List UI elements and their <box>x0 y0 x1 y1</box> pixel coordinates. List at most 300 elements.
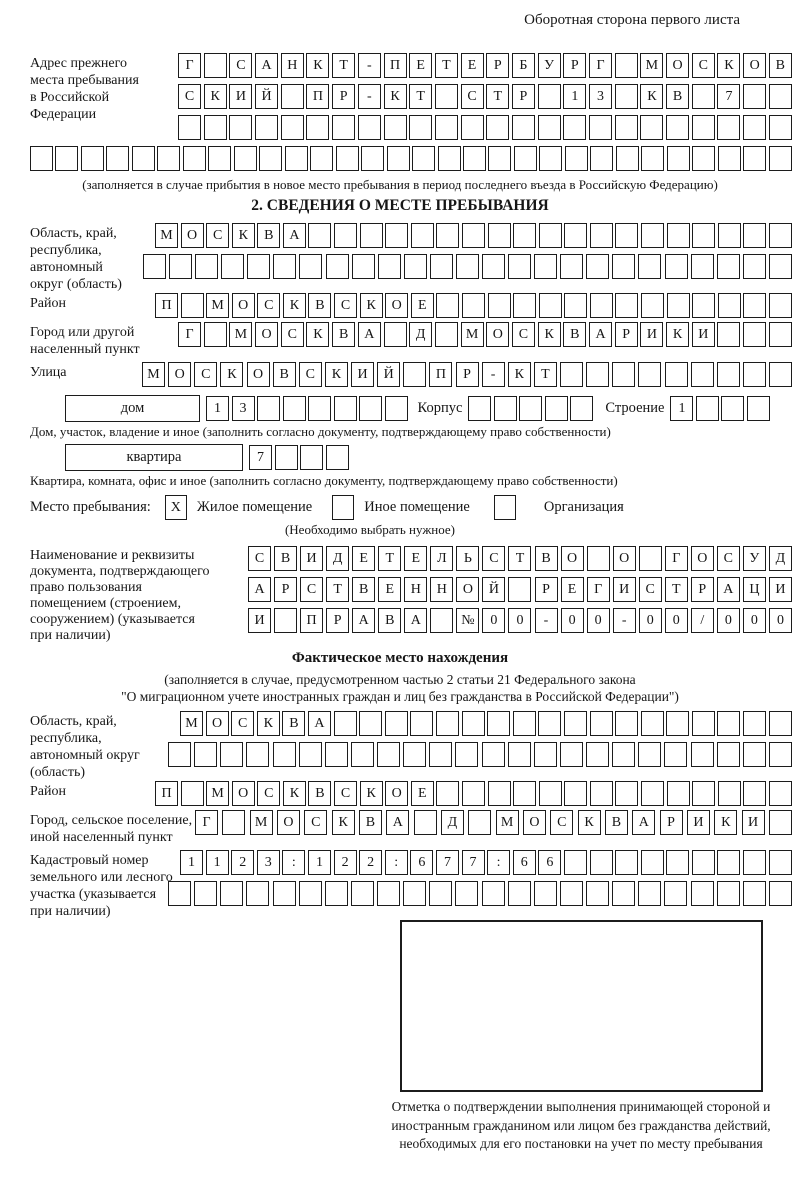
char-box[interactable] <box>666 711 689 736</box>
char-box[interactable] <box>30 146 53 171</box>
char-box[interactable] <box>283 396 306 421</box>
char-box[interactable] <box>589 115 612 140</box>
char-box[interactable]: К <box>384 84 407 109</box>
char-box[interactable] <box>641 850 664 875</box>
char-box[interactable]: Т <box>326 577 349 602</box>
char-box[interactable] <box>308 223 331 248</box>
char-box[interactable]: 0 <box>561 608 584 633</box>
char-box[interactable]: О <box>561 546 584 571</box>
char-box[interactable] <box>55 146 78 171</box>
char-box[interactable] <box>257 396 280 421</box>
char-box[interactable]: А <box>589 322 612 347</box>
char-box[interactable] <box>275 445 298 470</box>
street-row[interactable] <box>142 362 792 387</box>
char-box[interactable] <box>409 115 432 140</box>
char-box[interactable] <box>641 293 664 318</box>
char-box[interactable]: А <box>386 810 409 835</box>
char-box[interactable] <box>640 115 663 140</box>
char-box[interactable]: Р <box>274 577 297 602</box>
char-box[interactable] <box>220 742 243 767</box>
fact-region-row-1[interactable] <box>180 711 792 736</box>
char-box[interactable] <box>468 810 491 835</box>
region-row-2[interactable] <box>143 254 792 279</box>
char-box[interactable] <box>615 781 638 806</box>
house-number-grid[interactable] <box>206 396 408 421</box>
char-box[interactable]: Т <box>534 362 557 387</box>
char-box[interactable]: 2 <box>231 850 254 875</box>
char-box[interactable]: С <box>512 322 535 347</box>
char-box[interactable]: Р <box>563 53 586 78</box>
char-box[interactable] <box>332 115 355 140</box>
char-box[interactable] <box>436 711 459 736</box>
char-box[interactable] <box>310 146 333 171</box>
char-box[interactable]: В <box>282 711 305 736</box>
char-box[interactable] <box>612 254 635 279</box>
char-box[interactable] <box>718 293 741 318</box>
char-box[interactable] <box>717 742 740 767</box>
char-box[interactable] <box>508 742 531 767</box>
char-box[interactable] <box>570 396 593 421</box>
char-box[interactable] <box>132 146 155 171</box>
char-box[interactable] <box>410 711 433 736</box>
char-box[interactable] <box>590 711 613 736</box>
char-box[interactable]: Н <box>430 577 453 602</box>
char-box[interactable]: С <box>206 223 229 248</box>
char-box[interactable] <box>204 322 227 347</box>
char-box[interactable] <box>692 711 715 736</box>
char-box[interactable] <box>181 293 204 318</box>
char-box[interactable]: Н <box>404 577 427 602</box>
char-box[interactable]: 6 <box>410 850 433 875</box>
char-box[interactable] <box>641 223 664 248</box>
char-box[interactable]: 7 <box>462 850 485 875</box>
char-box[interactable]: Р <box>691 577 714 602</box>
char-box[interactable] <box>414 810 437 835</box>
char-box[interactable]: К <box>508 362 531 387</box>
char-box[interactable] <box>743 115 766 140</box>
char-box[interactable] <box>665 362 688 387</box>
char-box[interactable] <box>641 781 664 806</box>
char-box[interactable]: К <box>538 322 561 347</box>
char-box[interactable] <box>281 84 304 109</box>
char-box[interactable]: В <box>257 223 280 248</box>
char-box[interactable] <box>195 254 218 279</box>
char-box[interactable]: С <box>229 53 252 78</box>
char-box[interactable]: К <box>306 53 329 78</box>
char-box[interactable]: : <box>282 850 305 875</box>
char-box[interactable]: М <box>206 781 229 806</box>
char-box[interactable]: О <box>277 810 300 835</box>
char-box[interactable] <box>436 293 459 318</box>
char-box[interactable] <box>488 223 511 248</box>
char-box[interactable] <box>482 254 505 279</box>
char-box[interactable] <box>513 293 536 318</box>
char-box[interactable]: В <box>769 53 792 78</box>
char-box[interactable]: - <box>482 362 505 387</box>
char-box[interactable] <box>429 742 452 767</box>
char-box[interactable]: Й <box>377 362 400 387</box>
char-box[interactable]: П <box>155 293 178 318</box>
char-box[interactable]: М <box>496 810 519 835</box>
char-box[interactable]: К <box>360 293 383 318</box>
char-box[interactable]: Е <box>378 577 401 602</box>
char-box[interactable]: В <box>666 84 689 109</box>
char-box[interactable] <box>638 362 661 387</box>
char-box[interactable] <box>743 711 766 736</box>
char-box[interactable]: М <box>640 53 663 78</box>
char-box[interactable] <box>590 146 613 171</box>
char-box[interactable] <box>565 146 588 171</box>
char-box[interactable]: Р <box>332 84 355 109</box>
flat-widebox[interactable]: квартира <box>65 444 243 471</box>
char-box[interactable] <box>404 254 427 279</box>
char-box[interactable] <box>513 781 536 806</box>
char-box[interactable] <box>361 146 384 171</box>
char-box[interactable] <box>639 546 662 571</box>
char-box[interactable] <box>403 742 426 767</box>
char-box[interactable]: Е <box>561 577 584 602</box>
char-box[interactable] <box>385 711 408 736</box>
char-box[interactable] <box>384 322 407 347</box>
char-box[interactable] <box>435 115 458 140</box>
char-box[interactable] <box>664 742 687 767</box>
char-box[interactable]: Р <box>486 53 509 78</box>
char-box[interactable] <box>743 362 766 387</box>
char-box[interactable]: К <box>714 810 737 835</box>
char-box[interactable] <box>560 362 583 387</box>
char-box[interactable]: Т <box>665 577 688 602</box>
char-box[interactable]: И <box>769 577 792 602</box>
char-box[interactable]: В <box>332 322 355 347</box>
char-box[interactable] <box>325 742 348 767</box>
char-box[interactable] <box>590 223 613 248</box>
char-box[interactable]: М <box>206 293 229 318</box>
char-box[interactable] <box>378 254 401 279</box>
char-box[interactable] <box>412 146 435 171</box>
char-box[interactable]: С <box>692 53 715 78</box>
organization-checkbox[interactable] <box>494 495 516 520</box>
char-box[interactable] <box>281 115 304 140</box>
char-box[interactable]: А <box>358 322 381 347</box>
char-box[interactable] <box>769 254 792 279</box>
char-box[interactable] <box>300 445 323 470</box>
char-box[interactable] <box>462 781 485 806</box>
char-box[interactable] <box>717 322 740 347</box>
char-box[interactable]: С <box>299 362 322 387</box>
char-box[interactable]: И <box>742 810 765 835</box>
char-box[interactable]: О <box>181 223 204 248</box>
char-box[interactable]: О <box>232 781 255 806</box>
char-box[interactable] <box>538 84 561 109</box>
char-box[interactable]: 1 <box>308 850 331 875</box>
char-box[interactable]: О <box>486 322 509 347</box>
char-box[interactable]: - <box>358 53 381 78</box>
char-box[interactable]: В <box>274 546 297 571</box>
char-box[interactable] <box>384 115 407 140</box>
char-box[interactable]: Т <box>486 84 509 109</box>
char-box[interactable] <box>494 396 517 421</box>
char-box[interactable] <box>234 146 257 171</box>
char-box[interactable]: К <box>220 362 243 387</box>
char-box[interactable] <box>545 396 568 421</box>
char-box[interactable]: М <box>180 711 203 736</box>
char-box[interactable]: П <box>429 362 452 387</box>
char-box[interactable]: К <box>640 84 663 109</box>
char-box[interactable]: 3 <box>257 850 280 875</box>
char-box[interactable] <box>769 84 792 109</box>
char-box[interactable] <box>667 146 690 171</box>
char-box[interactable]: И <box>351 362 374 387</box>
char-box[interactable]: - <box>358 84 381 109</box>
char-box[interactable] <box>462 711 485 736</box>
char-box[interactable]: № <box>456 608 479 633</box>
char-box[interactable] <box>743 781 766 806</box>
char-box[interactable] <box>586 362 609 387</box>
char-box[interactable]: А <box>404 608 427 633</box>
prev-address-row-2[interactable] <box>178 84 792 109</box>
char-box[interactable]: М <box>250 810 273 835</box>
char-box[interactable]: Г <box>589 53 612 78</box>
char-box[interactable] <box>667 223 690 248</box>
char-box[interactable]: А <box>248 577 271 602</box>
char-box[interactable] <box>204 115 227 140</box>
char-box[interactable] <box>718 146 741 171</box>
char-box[interactable]: Д <box>326 546 349 571</box>
char-box[interactable]: 0 <box>743 608 766 633</box>
char-box[interactable] <box>455 742 478 767</box>
char-box[interactable] <box>455 881 478 906</box>
char-box[interactable] <box>183 146 206 171</box>
char-box[interactable]: С <box>178 84 201 109</box>
char-box[interactable]: Р <box>456 362 479 387</box>
char-box[interactable]: 7 <box>436 850 459 875</box>
char-box[interactable]: О <box>691 546 714 571</box>
char-box[interactable] <box>229 115 252 140</box>
char-box[interactable]: Б <box>512 53 535 78</box>
char-box[interactable]: П <box>384 53 407 78</box>
other-premises-checkbox[interactable] <box>332 495 354 520</box>
char-box[interactable]: В <box>605 810 628 835</box>
char-box[interactable]: 0 <box>482 608 505 633</box>
char-box[interactable] <box>691 362 714 387</box>
char-box[interactable]: В <box>359 810 382 835</box>
char-box[interactable]: Р <box>535 577 558 602</box>
house-widebox[interactable]: дом <box>65 395 200 422</box>
char-box[interactable]: И <box>687 810 710 835</box>
char-box[interactable]: Л <box>430 546 453 571</box>
char-box[interactable] <box>743 84 766 109</box>
char-box[interactable] <box>462 223 485 248</box>
char-box[interactable] <box>488 781 511 806</box>
char-box[interactable]: Д <box>769 546 792 571</box>
char-box[interactable] <box>564 850 587 875</box>
char-box[interactable] <box>615 223 638 248</box>
char-box[interactable]: К <box>204 84 227 109</box>
char-box[interactable] <box>169 254 192 279</box>
char-box[interactable] <box>334 711 357 736</box>
char-box[interactable]: Р <box>615 322 638 347</box>
char-box[interactable] <box>667 781 690 806</box>
char-box[interactable]: К <box>283 781 306 806</box>
korpus-grid[interactable] <box>468 396 593 421</box>
char-box[interactable]: О <box>255 322 278 347</box>
char-box[interactable]: В <box>535 546 558 571</box>
fact-district-row[interactable] <box>155 781 792 806</box>
char-box[interactable] <box>482 881 505 906</box>
fact-region-row-2[interactable] <box>168 742 792 767</box>
char-box[interactable]: В <box>563 322 586 347</box>
char-box[interactable] <box>590 781 613 806</box>
char-box[interactable] <box>359 711 382 736</box>
char-box[interactable] <box>743 850 766 875</box>
char-box[interactable] <box>612 362 635 387</box>
char-box[interactable]: У <box>743 546 766 571</box>
char-box[interactable]: 7 <box>717 84 740 109</box>
char-box[interactable] <box>564 293 587 318</box>
char-box[interactable] <box>743 254 766 279</box>
char-box[interactable] <box>411 223 434 248</box>
char-box[interactable]: Г <box>587 577 610 602</box>
char-box[interactable] <box>691 881 714 906</box>
char-box[interactable] <box>377 742 400 767</box>
char-box[interactable] <box>403 881 426 906</box>
char-box[interactable] <box>769 742 792 767</box>
char-box[interactable]: 1 <box>180 850 203 875</box>
char-box[interactable] <box>615 115 638 140</box>
char-box[interactable]: 0 <box>508 608 531 633</box>
char-box[interactable]: - <box>613 608 636 633</box>
char-box[interactable]: С <box>550 810 573 835</box>
char-box[interactable] <box>512 115 535 140</box>
char-box[interactable]: Г <box>665 546 688 571</box>
char-box[interactable]: К <box>578 810 601 835</box>
char-box[interactable]: / <box>691 608 714 633</box>
char-box[interactable] <box>638 881 661 906</box>
char-box[interactable]: Г <box>178 53 201 78</box>
char-box[interactable] <box>743 223 766 248</box>
char-box[interactable]: Т <box>378 546 401 571</box>
char-box[interactable] <box>717 881 740 906</box>
char-box[interactable] <box>463 146 486 171</box>
char-box[interactable]: О <box>456 577 479 602</box>
char-box[interactable] <box>255 115 278 140</box>
char-box[interactable]: : <box>385 850 408 875</box>
char-box[interactable] <box>513 711 536 736</box>
char-box[interactable] <box>560 742 583 767</box>
char-box[interactable]: О <box>247 362 270 387</box>
char-box[interactable] <box>181 781 204 806</box>
char-box[interactable] <box>641 146 664 171</box>
char-box[interactable] <box>168 742 191 767</box>
char-box[interactable] <box>274 608 297 633</box>
char-box[interactable] <box>769 146 792 171</box>
char-box[interactable] <box>482 742 505 767</box>
char-box[interactable] <box>743 293 766 318</box>
char-box[interactable] <box>436 223 459 248</box>
char-box[interactable]: С <box>482 546 505 571</box>
char-box[interactable]: И <box>229 84 252 109</box>
char-box[interactable] <box>691 742 714 767</box>
char-box[interactable]: Е <box>461 53 484 78</box>
char-box[interactable]: 1 <box>206 396 229 421</box>
char-box[interactable]: Т <box>409 84 432 109</box>
char-box[interactable] <box>487 711 510 736</box>
char-box[interactable] <box>692 146 715 171</box>
char-box[interactable]: Н <box>281 53 304 78</box>
char-box[interactable] <box>666 115 689 140</box>
char-box[interactable] <box>221 254 244 279</box>
char-box[interactable]: С <box>717 546 740 571</box>
char-box[interactable] <box>664 881 687 906</box>
char-box[interactable] <box>612 881 635 906</box>
char-box[interactable]: Т <box>435 53 458 78</box>
char-box[interactable]: 2 <box>334 850 357 875</box>
char-box[interactable] <box>299 742 322 767</box>
char-box[interactable]: 3 <box>232 396 255 421</box>
char-box[interactable] <box>769 322 792 347</box>
char-box[interactable] <box>513 223 536 248</box>
char-box[interactable] <box>590 293 613 318</box>
char-box[interactable]: К <box>325 362 348 387</box>
char-box[interactable] <box>692 223 715 248</box>
char-box[interactable] <box>508 881 531 906</box>
char-box[interactable] <box>666 850 689 875</box>
char-box[interactable] <box>769 711 792 736</box>
char-box[interactable] <box>247 254 270 279</box>
char-box[interactable] <box>273 254 296 279</box>
char-box[interactable]: И <box>640 322 663 347</box>
char-box[interactable]: Ц <box>743 577 766 602</box>
char-box[interactable]: С <box>461 84 484 109</box>
region-row-1[interactable] <box>155 223 792 248</box>
char-box[interactable] <box>586 742 609 767</box>
prev-address-row-1[interactable] <box>178 53 792 78</box>
char-box[interactable]: Д <box>441 810 464 835</box>
char-box[interactable]: К <box>257 711 280 736</box>
char-box[interactable] <box>351 881 374 906</box>
char-box[interactable] <box>220 881 243 906</box>
char-box[interactable] <box>486 115 509 140</box>
char-box[interactable]: Й <box>482 577 505 602</box>
char-box[interactable] <box>508 577 531 602</box>
char-box[interactable] <box>336 146 359 171</box>
char-box[interactable] <box>692 115 715 140</box>
char-box[interactable] <box>334 396 357 421</box>
char-box[interactable]: Е <box>352 546 375 571</box>
char-box[interactable]: О <box>385 293 408 318</box>
char-box[interactable]: К <box>332 810 355 835</box>
char-box[interactable] <box>438 146 461 171</box>
char-box[interactable] <box>769 115 792 140</box>
char-box[interactable] <box>769 810 792 835</box>
char-box[interactable] <box>436 781 459 806</box>
char-box[interactable] <box>514 146 537 171</box>
char-box[interactable]: 1 <box>563 84 586 109</box>
char-box[interactable]: О <box>523 810 546 835</box>
prev-address-row-3[interactable] <box>178 115 792 140</box>
char-box[interactable]: М <box>155 223 178 248</box>
char-box[interactable] <box>691 254 714 279</box>
char-box[interactable]: : <box>487 850 510 875</box>
char-box[interactable] <box>326 445 349 470</box>
char-box[interactable] <box>560 254 583 279</box>
char-box[interactable] <box>769 293 792 318</box>
char-box[interactable]: Е <box>409 53 432 78</box>
char-box[interactable] <box>508 254 531 279</box>
char-box[interactable] <box>718 223 741 248</box>
char-box[interactable] <box>615 293 638 318</box>
char-box[interactable] <box>178 115 201 140</box>
